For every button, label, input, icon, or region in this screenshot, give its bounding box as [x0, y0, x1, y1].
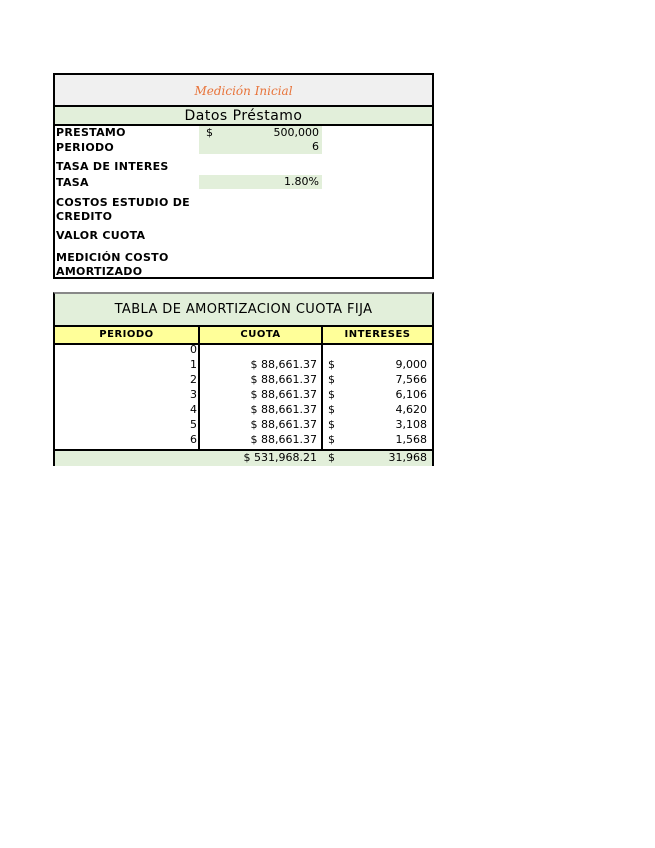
cuota-cell: $ 88,661.37 — [250, 358, 317, 371]
label-costos-line1: COSTOS ESTUDIO DE — [56, 196, 190, 209]
cuota-cell: $ 88,661.37 — [250, 403, 317, 416]
periodo-cell: 0 — [190, 343, 197, 356]
col-header-intereses: INTERESES — [344, 329, 411, 340]
label-medicion-line1: MEDICIÓN COSTO — [56, 251, 169, 264]
amortization-title: TABLA DE AMORTIZACION CUOTA FIJA — [55, 294, 432, 325]
intereses-cell: 1,568 — [395, 433, 427, 446]
cuota-cell: $ 88,661.37 — [250, 388, 317, 401]
cuota-cell: $ 88,661.37 — [250, 418, 317, 431]
intereses-cell: 4,620 — [395, 403, 427, 416]
measurement-title: Medición Inicial — [194, 84, 293, 98]
total-intereses-currency: $ — [328, 451, 335, 464]
intereses-currency: $ — [328, 388, 335, 401]
label-medicion-line2: AMORTIZADO — [56, 265, 143, 278]
table-row[interactable] — [55, 357, 432, 372]
periodo-cell: 5 — [190, 418, 197, 431]
label-prestamo: PRESTAMO — [56, 126, 126, 139]
intereses-currency: $ — [328, 373, 335, 386]
label-costos-line2: CREDITO — [56, 210, 113, 223]
prestamo-currency: $ — [206, 126, 213, 139]
intereses-cell: 6,106 — [395, 388, 427, 401]
prestamo-cell[interactable] — [199, 126, 322, 140]
periodo-cell[interactable] — [199, 140, 322, 154]
periodo-cell: 6 — [190, 433, 197, 446]
label-periodo: PERIODO — [56, 141, 115, 154]
measurement-title-row — [55, 75, 432, 107]
periodo-value: 6 — [312, 140, 319, 153]
col-header-periodo: PERIODO — [99, 329, 154, 340]
cuota-cell: $ 88,661.37 — [250, 373, 317, 386]
table-row[interactable] — [55, 372, 432, 387]
table-row[interactable] — [55, 402, 432, 417]
periodo-cell: 1 — [190, 358, 197, 371]
intereses-cell: 7,566 — [395, 373, 427, 386]
label-tasa: TASA — [56, 176, 89, 189]
intereses-currency: $ — [328, 403, 335, 416]
total-intereses: 31,968 — [388, 451, 427, 464]
total-cuota: $ 531,968.21 — [243, 451, 317, 464]
table-row[interactable] — [55, 432, 432, 447]
label-tasa-interes: TASA DE INTERES — [56, 160, 169, 173]
cuota-cell: $ 88,661.37 — [250, 433, 317, 446]
amortization-table — [53, 292, 434, 466]
loan-data-header: Datos Préstamo — [55, 107, 432, 126]
col-header-cuota: CUOTA — [240, 329, 281, 340]
table-row[interactable] — [55, 387, 432, 402]
tasa-value: 1.80% — [284, 175, 319, 188]
periodo-cell: 2 — [190, 373, 197, 386]
loan-data-panel — [53, 73, 434, 279]
intereses-currency: $ — [328, 358, 335, 371]
periodo-cell: 4 — [190, 403, 197, 416]
totals-row[interactable] — [55, 449, 432, 466]
table-row[interactable] — [55, 342, 432, 357]
tasa-cell[interactable] — [199, 175, 322, 189]
prestamo-value: 500,000 — [273, 126, 319, 139]
table-row[interactable] — [55, 417, 432, 432]
intereses-cell: 3,108 — [395, 418, 427, 431]
intereses-currency: $ — [328, 433, 335, 446]
label-valor-cuota: VALOR CUOTA — [56, 229, 146, 242]
intereses-currency: $ — [328, 418, 335, 431]
intereses-cell: 9,000 — [395, 358, 427, 371]
periodo-cell: 3 — [190, 388, 197, 401]
